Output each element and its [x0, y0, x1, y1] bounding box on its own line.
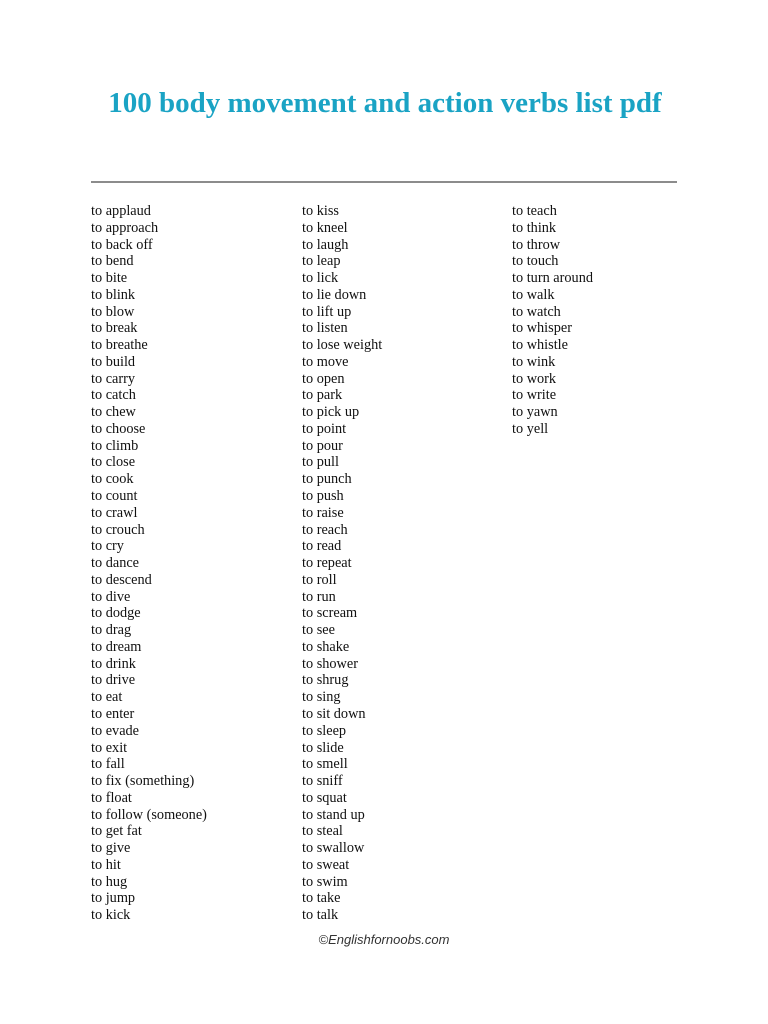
- verb-list-item: to raise: [302, 504, 344, 521]
- verb-list-item: to punch: [302, 471, 352, 488]
- verb-list-item: to crawl: [91, 504, 138, 521]
- verb-list-item: to see: [302, 622, 335, 639]
- verb-list-item: to cry: [91, 538, 124, 555]
- verb-list-item: to listen: [302, 320, 348, 337]
- verb-list-item: to roll: [302, 571, 337, 588]
- verb-column-3: [512, 203, 593, 438]
- verb-list-item: to crouch: [91, 521, 145, 538]
- verb-list-item: to carry: [91, 370, 136, 387]
- verb-list-item: to lift up: [302, 303, 352, 320]
- verb-list-item: to approach: [91, 219, 159, 236]
- verb-list-item: to dream: [91, 638, 142, 655]
- verb-list-item: to drink: [91, 655, 136, 672]
- verb-list-item: to take: [302, 890, 341, 907]
- verb-list-item: to pick up: [302, 404, 360, 421]
- verb-list-item: to exit: [91, 739, 128, 756]
- verb-list-item: to talk: [302, 907, 339, 924]
- verb-list-item: to kick: [91, 907, 131, 924]
- verb-list-item: to chew: [91, 404, 136, 421]
- verb-list-item: to fix (something): [91, 773, 195, 790]
- verb-list-item: to blow: [91, 303, 135, 320]
- title-divider: [91, 181, 677, 183]
- verb-list-item: to walk: [512, 286, 555, 303]
- verb-list-item: to whisper: [512, 320, 572, 337]
- verb-list-item: to slide: [302, 739, 344, 756]
- verb-list-item: to read: [302, 538, 342, 555]
- verb-list-item: to shake: [302, 638, 350, 655]
- verb-list-item: to descend: [91, 571, 152, 588]
- verb-list-item: to touch: [512, 253, 559, 270]
- verb-list-item: to lose weight: [302, 337, 383, 354]
- verb-list-item: to dive: [91, 588, 131, 605]
- verb-list-item: to write: [512, 387, 557, 404]
- verb-column-2: [302, 203, 382, 924]
- verb-list-item: to repeat: [302, 555, 352, 572]
- verb-list-item: to wink: [512, 353, 556, 370]
- verb-list-item: to point: [302, 420, 347, 437]
- verb-list-item: to move: [302, 353, 349, 370]
- verb-list-item: to climb: [91, 437, 139, 454]
- verb-list-item: to close: [91, 454, 136, 471]
- verb-list-item: to breathe: [91, 337, 148, 354]
- verb-list-item: to yell: [512, 420, 549, 437]
- verb-list-item: to bend: [91, 253, 134, 270]
- verb-column-1: [91, 203, 207, 924]
- verb-list-item: to applaud: [91, 203, 151, 219]
- verb-list-item: to leap: [302, 253, 341, 270]
- verb-list-item: to swim: [302, 873, 348, 890]
- verb-list-item: to eat: [91, 689, 123, 706]
- verb-list-item: to swallow: [302, 840, 365, 857]
- copyright-footer: ©Englishfornoobs.com: [318, 932, 450, 947]
- verb-list-item: to choose: [91, 420, 146, 437]
- verb-list-item: to evade: [91, 722, 140, 739]
- verb-list-item: to park: [302, 387, 343, 404]
- verb-list-item: to whistle: [512, 337, 568, 354]
- verb-list-item: to sleep: [302, 722, 347, 739]
- verb-list-item: to smell: [302, 756, 348, 773]
- verb-list-item: to fall: [91, 756, 125, 773]
- verb-list-item: to open: [302, 370, 345, 387]
- verb-list-item: to count: [91, 488, 138, 505]
- verb-list-item: to pour: [302, 437, 343, 454]
- verb-list-item: to squat: [302, 789, 347, 806]
- verb-list-item: to drag: [91, 622, 132, 639]
- verb-list-item: to cook: [91, 471, 134, 488]
- verb-list-item: to yawn: [512, 404, 558, 421]
- verb-list-item: to catch: [91, 387, 136, 404]
- verb-list-item: to blink: [91, 286, 136, 303]
- verb-list-item: to steal: [302, 823, 343, 840]
- verb-list-item: to work: [512, 370, 557, 387]
- verb-list-item: to teach: [512, 203, 557, 219]
- verb-list-item: to run: [302, 588, 336, 605]
- verb-list-item: to kneel: [302, 219, 348, 236]
- verb-list-item: to dodge: [91, 605, 141, 622]
- verb-list-item: to lie down: [302, 286, 367, 303]
- verb-list-item: to float: [91, 789, 132, 806]
- verb-list-item: to break: [91, 320, 138, 337]
- page-title: 100 body movement and action verbs list pdf: [108, 87, 662, 119]
- verb-list-item: to kiss: [302, 203, 339, 219]
- verb-list-item: to pull: [302, 454, 339, 471]
- verb-list-item: to turn around: [512, 270, 593, 287]
- verb-list-item: to sing: [302, 689, 341, 706]
- verb-list-item: to shrug: [302, 672, 349, 689]
- verb-list-item: to scream: [302, 605, 358, 622]
- verb-list-item: to bite: [91, 270, 128, 287]
- verb-list-item: to enter: [91, 705, 135, 722]
- verb-list-item: to sweat: [302, 856, 350, 873]
- verb-list-item: to throw: [512, 236, 561, 253]
- verb-list-item: to lick: [302, 270, 339, 287]
- verb-list-item: to get fat: [91, 823, 142, 840]
- verb-list-item: to stand up: [302, 806, 365, 823]
- verb-list-item: to sniff: [302, 773, 343, 790]
- verb-list-item: to drive: [91, 672, 136, 689]
- verb-list-item: to jump: [91, 890, 136, 907]
- verb-list-item: to shower: [302, 655, 358, 672]
- verb-list-item: to back off: [91, 236, 153, 253]
- verb-list-item: to build: [91, 353, 136, 370]
- verb-list-item: to laugh: [302, 236, 349, 253]
- verb-list-item: to dance: [91, 555, 140, 572]
- verb-list-item: to reach: [302, 521, 348, 538]
- verb-list-item: to give: [91, 840, 131, 857]
- verb-list-item: to hug: [91, 873, 128, 890]
- verb-list-item: to follow (someone): [91, 806, 207, 823]
- verb-list-item: to hit: [91, 856, 121, 873]
- verb-list-item: to push: [302, 488, 344, 505]
- verb-list-item: to sit down: [302, 705, 366, 722]
- verb-list-item: to watch: [512, 303, 561, 320]
- verb-list-item: to think: [512, 219, 557, 236]
